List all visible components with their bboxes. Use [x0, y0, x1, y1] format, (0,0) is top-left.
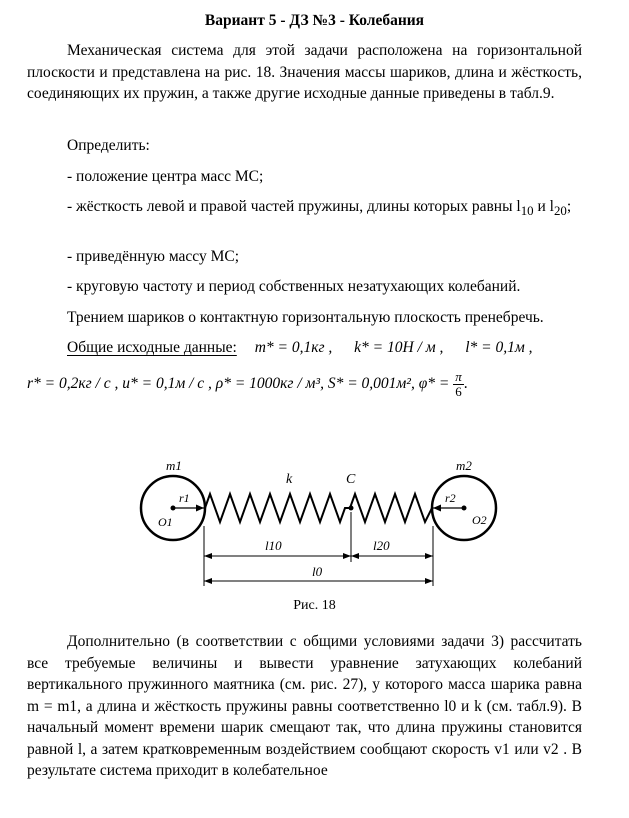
spring — [205, 494, 432, 522]
friction-note: Трением шариков о контактную горизонтальную плоскость пренебречь. — [67, 309, 544, 326]
figure-caption: Рис. 18 — [293, 598, 336, 613]
param-rho: ρ* = 1000кг / м³, — [215, 375, 324, 393]
param-phi: φ* = — [418, 375, 450, 393]
label-O1: O1 — [158, 515, 173, 529]
label-l20: l20 — [373, 538, 390, 553]
label-r2: r2 — [445, 491, 456, 505]
dim-l0-arrow-right — [425, 578, 433, 584]
item-stiffness — [27, 196, 582, 222]
params-end-dot: . — [463, 375, 468, 393]
dim-l20-arrow-left — [351, 553, 359, 559]
item-frequency: - круговую частоту и период собственных незатухающих колебаний. — [67, 278, 521, 295]
intro-paragraph: Механическая система для этой задачи расположена на горизонтальной плоскости и представлена на рис. 18. Значения массы шариков, длина и жёсткость, соединяющих их пружин, а также другие исходные данные приведены в табл.9. — [27, 42, 582, 102]
center-of-mass-point — [349, 506, 354, 511]
item-stiffness-and: и l — [533, 198, 554, 215]
page-title: Вариант 5 - ДЗ №3 - Колебания — [204, 12, 425, 29]
phi-fraction — [453, 370, 464, 399]
general-params-row2 — [27, 370, 587, 399]
general-params-row1 — [27, 339, 587, 357]
label-O2: O2 — [472, 513, 487, 527]
center-O2 — [462, 506, 467, 511]
label-l0: l0 — [312, 564, 323, 579]
label-k: k — [286, 472, 293, 487]
item-center-of-mass: - положение центра масс МС; — [67, 168, 264, 185]
phi-numerator: π — [455, 369, 462, 384]
determine-label: Определить: — [67, 137, 150, 154]
param-m: m* = 0,1кг , — [254, 339, 333, 356]
phi-denominator: 6 — [455, 384, 462, 399]
param-S: S* = 0,001м², — [327, 375, 415, 393]
figure-18 — [0, 450, 629, 600]
label-m2: m2 — [456, 458, 472, 473]
l20-subscript: 20 — [553, 203, 567, 219]
label-m1: m1 — [166, 458, 182, 473]
label-l10: l10 — [265, 538, 282, 553]
dim-l20-arrow-right — [425, 553, 433, 559]
dim-l10-arrow-left — [204, 553, 212, 559]
radius-r2-arrow — [433, 505, 441, 512]
dim-l0-arrow-left — [204, 578, 212, 584]
general-label: Общие исходные данные: — [67, 339, 237, 356]
item-stiffness-end: ; — [566, 198, 572, 215]
param-u: u* = 0,1м / с , — [122, 375, 212, 393]
dim-l10-arrow-right — [343, 553, 351, 559]
item-stiffness-text: - жёсткость левой и правой частей пружины, длины которых равны l — [67, 198, 521, 215]
label-C: C — [346, 472, 356, 487]
param-l: l* = 0,1м , — [465, 339, 533, 356]
center-O1 — [171, 506, 176, 511]
item-reduced-mass: - приведённую массу МС; — [67, 248, 240, 265]
additional-paragraph: Дополнительно (в соответствии с общими условиями задачи 3) рассчитать все требуемые величины и вывести уравнение затухающих колебаний вертикального пружинного маятника (см. рис. 27), у которого масса шарика равна m = m1, а длина и жёсткость пружины равны соответственно l0 и k (см. табл.9). В начальный момент времени шарик смещают так, что длина пружины становится равной l, а затем кратковременным воздействием сообщают скорость v1 или v2 . В результате система приходит в колебательное — [27, 633, 582, 779]
param-k: k* = 10H / м , — [354, 339, 444, 356]
label-r1: r1 — [179, 491, 190, 505]
l10-subscript: 10 — [520, 203, 534, 219]
radius-r1-arrow — [196, 505, 204, 512]
param-r: r* = 0,2кг / с , — [27, 375, 119, 393]
